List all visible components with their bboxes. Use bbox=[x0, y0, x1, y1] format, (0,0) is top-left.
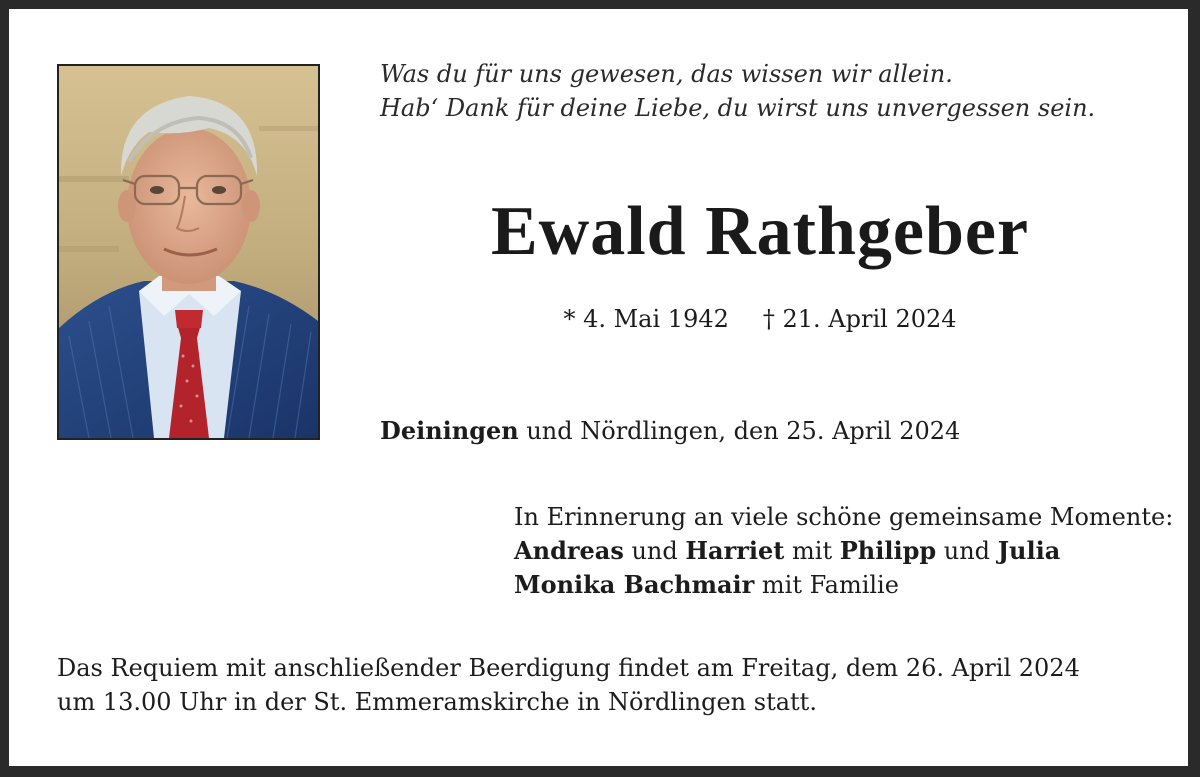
connector: und bbox=[623, 537, 686, 565]
death-date: † 21. April 2024 bbox=[762, 305, 957, 333]
verse-line-1: Was du für uns gewesen, das wissen wir allein. bbox=[380, 60, 953, 88]
portrait-illustration bbox=[59, 66, 318, 438]
deceased-name: Ewald Rathgeber bbox=[490, 193, 1030, 270]
memorial-verse bbox=[380, 57, 1095, 125]
place-bold: Deiningen bbox=[380, 416, 519, 445]
mourners-block bbox=[514, 500, 1173, 602]
mourners-line-2 bbox=[514, 568, 1173, 602]
birth-date: * 4. Mai 1942 bbox=[563, 305, 729, 333]
place-and-date bbox=[380, 413, 960, 449]
mourner-name: Harriet bbox=[685, 536, 785, 565]
connector: mit Familie bbox=[754, 571, 899, 599]
place-rest: und Nördlingen, den 25. April 2024 bbox=[518, 417, 961, 445]
portrait-photo bbox=[57, 64, 320, 440]
memory-intro: In Erinnerung an viele schöne gemeinsame Momente: bbox=[514, 503, 1174, 531]
funeral-service-info bbox=[57, 651, 1080, 719]
connector: und bbox=[936, 537, 998, 565]
mourner-name: Andreas bbox=[514, 536, 624, 565]
obituary-notice bbox=[9, 9, 1188, 766]
mourner-name: Monika Bachmair bbox=[514, 570, 755, 599]
service-line-2: um 13.00 Uhr in der St. Emmeramskirche in Nördlingen statt. bbox=[57, 688, 817, 716]
verse-line-2: Hab‘ Dank für deine Liebe, du wirst uns unvergessen sein. bbox=[380, 94, 1096, 122]
mourner-name: Julia bbox=[997, 536, 1061, 565]
life-dates bbox=[380, 301, 1140, 337]
connector: mit bbox=[784, 537, 840, 565]
mourner-name: Philipp bbox=[839, 536, 937, 565]
mourners-line-1 bbox=[514, 534, 1173, 568]
service-line-1: Das Requiem mit anschließender Beerdigung findet am Freitag, dem 26. April 2024 bbox=[57, 654, 1080, 682]
